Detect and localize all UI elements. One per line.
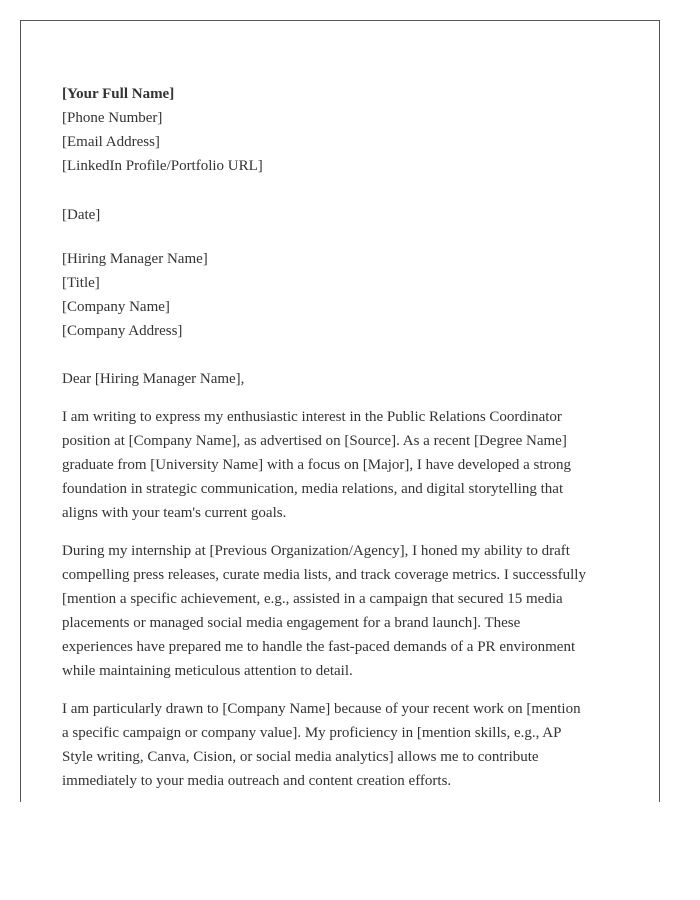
letter-date: [Date] bbox=[62, 207, 101, 223]
date-block bbox=[62, 203, 632, 227]
sender-email: [Email Address] bbox=[62, 134, 160, 150]
paragraph-line: Style writing, Canva, Cision, or social media analytics] allows me to contribute bbox=[62, 749, 539, 765]
paragraph-line: aligns with your team's current goals. bbox=[62, 505, 287, 521]
recipient-title: [Title] bbox=[62, 275, 100, 291]
paragraph-line: position at [Company Name], as advertised on [Source]. As a recent [Degree Name] bbox=[62, 433, 567, 449]
body-paragraph-1 bbox=[62, 405, 632, 525]
paragraph-line: graduate from [University Name] with a focus on [Major], I have developed a strong bbox=[62, 457, 571, 473]
recipient-company-address: [Company Address] bbox=[62, 323, 183, 339]
salutation-block bbox=[62, 367, 632, 391]
recipient-block bbox=[62, 247, 632, 343]
paragraph-line: immediately to your media outreach and content creation efforts. bbox=[62, 773, 452, 789]
paragraph-line: compelling press releases, curate media lists, and track coverage metrics. I successfully bbox=[62, 567, 586, 583]
paragraph-line: I am particularly drawn to [Company Name] because of your recent work on [mention bbox=[62, 701, 581, 717]
paragraph-line: while maintaining meticulous attention to detail. bbox=[62, 663, 353, 679]
paragraph-line: experiences have prepared me to handle the fast-paced demands of a PR environment bbox=[62, 639, 576, 655]
body-paragraph-2 bbox=[62, 539, 632, 683]
sender-block bbox=[62, 82, 632, 178]
letter-content bbox=[62, 82, 632, 793]
body-paragraph-3 bbox=[62, 697, 632, 793]
paragraph-line: foundation in strategic communication, media relations, and digital storytelling that bbox=[62, 481, 564, 497]
paragraph-line: a specific campaign or company value]. My proficiency in [mention skills, e.g., AP bbox=[62, 725, 562, 741]
recipient-company-name: [Company Name] bbox=[62, 299, 170, 315]
letter-page bbox=[20, 20, 660, 802]
sender-profile-url: [LinkedIn Profile/Portfolio URL] bbox=[62, 158, 263, 174]
recipient-manager-name: [Hiring Manager Name] bbox=[62, 251, 208, 267]
paragraph-line: During my internship at [Previous Organization/Agency], I honed my ability to draft bbox=[62, 543, 570, 559]
salutation: Dear [Hiring Manager Name], bbox=[62, 371, 245, 387]
paragraph-line: placements or managed social media engagement for a brand launch]. These bbox=[62, 615, 521, 631]
sender-name: [Your Full Name] bbox=[62, 86, 175, 102]
paragraph-line: [mention a specific achievement, e.g., assisted in a campaign that secured 15 media bbox=[62, 591, 563, 607]
paragraph-line: I am writing to express my enthusiastic interest in the Public Relations Coordinator bbox=[62, 409, 562, 425]
sender-phone: [Phone Number] bbox=[62, 110, 163, 126]
